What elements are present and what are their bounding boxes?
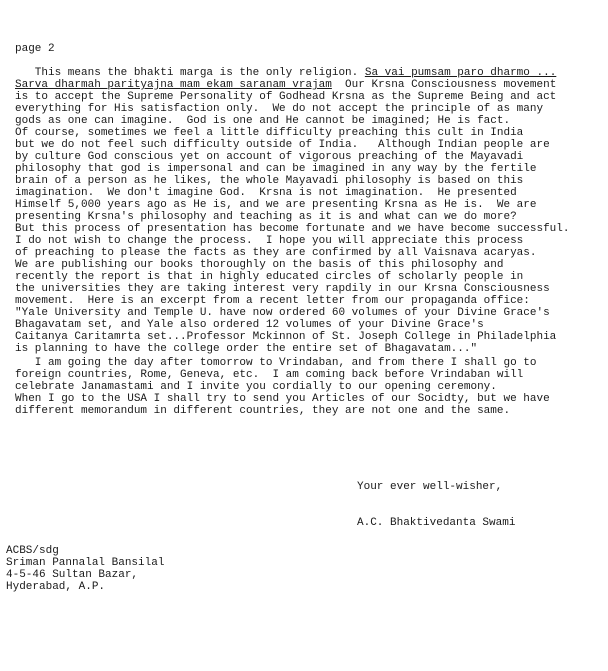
body-line-10: brain of a person as he likes, the whole Mayavadi philosophy is based on this	[15, 175, 524, 187]
body-line-16: of preaching to please the facts as they are confirmed by all Vaisnava acaryas.	[15, 247, 537, 259]
body-line-2	[15, 80, 556, 92]
body-line-29: different memorandum in different countries, they are not one and the same.	[15, 405, 511, 417]
body-line-11: imagination. We don't imagine God. Krsna is not imagination. He presented	[15, 187, 517, 199]
sender-initials: ACBS/sdg	[6, 545, 59, 557]
page-label: page 2	[15, 43, 55, 55]
closing-salutation: Your ever well-wisher,	[357, 481, 503, 493]
body-line-25: I am going the day after tomorrow to Vrindaban, and from there I shall go to	[15, 357, 537, 369]
body-line-7: but we do not feel such difficulty outside of India. Although Indian people are	[15, 139, 550, 151]
body-line-17: We are publishing our books thoroughly on the basis of this philosophy and	[15, 259, 504, 271]
signature-name: A.C. Bhaktivedanta Swami	[357, 517, 516, 529]
sanskrit-quote-1: Sa vai pumsam paro dharmo ...	[364, 67, 557, 79]
body-line-27: celebrate Janamastami and I invite you cordially to our opening ceremony.	[15, 381, 497, 393]
body-line-20: movement. Here is an excerpt from a recent letter from our propaganda office:	[15, 295, 530, 307]
body-line-26: foreign countries, Rome, Geneva, etc. I am coming back before Vrindaban will	[15, 369, 524, 381]
body-line-21: "Yale University and Temple U. have now ordered 60 volumes of your Divine Grace's	[15, 307, 550, 319]
body-line-9: philosophy that god is impersonal and can be imagined in any way by the fertile	[15, 163, 537, 175]
body-line-15: I do not wish to change the process. I hope you will appreciate this process	[15, 235, 524, 247]
body-line-1-text: This means the bhakti marga is the only religion.	[15, 67, 365, 79]
body-line-13: presenting Krsna's philosophy and teaching as it is and what can we do more?	[15, 211, 517, 223]
body-line-14: But this process of presentation has become fortunate and we have become successful.	[15, 223, 570, 235]
recipient-address-line-2: Hyderabad, A.P.	[6, 581, 106, 593]
sanskrit-quote-2: Sarva dharmah parityajna mam ekam saranam vrajam	[15, 79, 332, 91]
body-line-4: everything for His satisfaction only. We do not accept the principle of as many	[15, 103, 544, 115]
body-line-23: Caitanya Caritamrta set...Professor Mckinnon of St. Joseph College in Philadelphia	[15, 331, 557, 343]
body-line-12: Himself 5,000 years ago as He is, and we are presenting Krsna as He is. We are	[15, 199, 537, 211]
recipient-address-line-1: 4-5-46 Sultan Bazar,	[6, 569, 139, 581]
body-line-22: Bhagavatam set, and Yale also ordered 12 volumes of your Divine Grace's	[15, 319, 484, 331]
body-line-2-text: Our Krsna Consciousness movement	[331, 79, 557, 91]
body-line-8: by culture God conscious yet on account of vigorous preaching of the Mayavadi	[15, 151, 524, 163]
body-line-19: the universities they are taking interest very rapdily in our Krsna Consciousness	[15, 283, 550, 295]
recipient-name: Sriman Pannalal Bansilal	[6, 557, 165, 569]
body-line-6: Of course, sometimes we feel a little difficulty preaching this cult in India	[15, 127, 524, 139]
body-line-28: When I go to the USA I shall try to send you Articles of our Socidty, but we have	[15, 393, 550, 405]
body-line-5: gods as one can imagine. God is one and He cannot be imagined; He is fact.	[15, 115, 511, 127]
body-line-1	[15, 68, 556, 80]
body-line-18: recently the report is that in highly educated circles of scholarly people in	[15, 271, 524, 283]
body-line-3: is to accept the Supreme Personality of Godhead Krsna as the Supreme Being and act	[15, 91, 557, 103]
body-line-24: is planning to have the college order the entire set of Bhagavatam..."	[15, 343, 478, 355]
